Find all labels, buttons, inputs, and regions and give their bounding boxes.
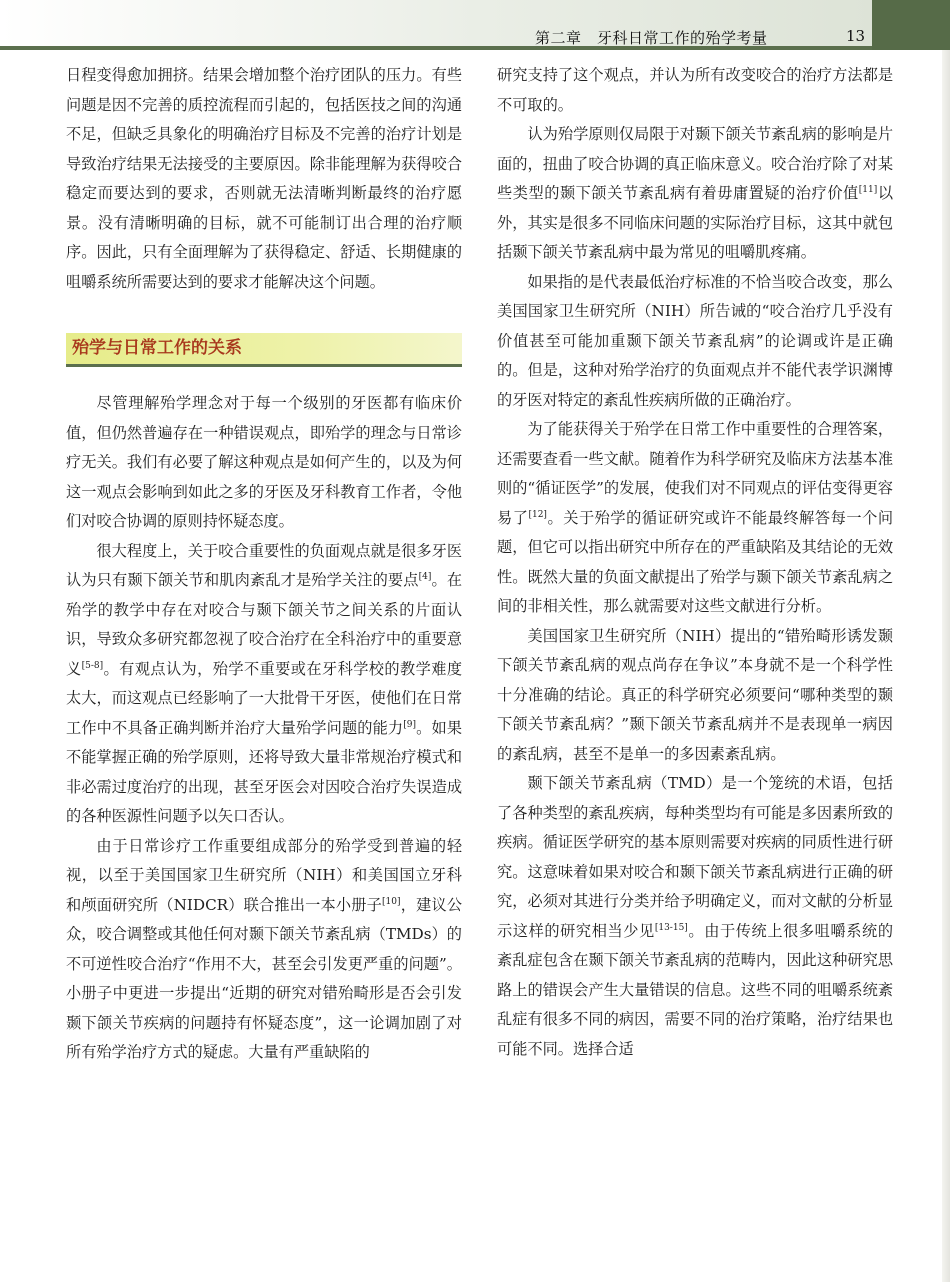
page-number: 13 — [846, 27, 866, 45]
page-header — [0, 0, 872, 50]
page-edge — [942, 50, 950, 1282]
citation: [12] — [528, 509, 547, 520]
paragraph: 如果指的是代表最低治疗标准的不恰当咬合改变，那么美国国家卫生研究所（NIH）所告诫的“咬合治疗几乎没有价值甚至可能加重颞下颌关节紊乱病”的论调或许是正确的。但是，这种对殆学治疗的负面观点并不能代表学识渊博的牙医对特定的紊乱性疾病所做的正确治疗。 — [497, 272, 893, 409]
running-header-chapter: 第二章 牙科日常工作的殆学考量 — [535, 29, 768, 47]
text-run: 。关于殆学的循证研究或许不能最终解答每一个问题，但它可以指出研究中所存在的严重缺陷及其结论的无效性。既然大量的负面文献提出了殆学与颞下颌关节紊乱病之间的非相关性，那么就需要对这些文献进行分析。 — [497, 508, 894, 615]
text-run: ，建议公众，咬合调整或其他任何对颞下颌关节紊乱病（TMDs）的不可逆性咬合治疗“作用不大，甚至会引发更严重的问题”。小册子中更进一步提出“近期的研究对错殆畸形是否会引发颞下颌关节疾病的问题持有怀疑态度”，这一论调加剧了对所有殆学治疗方式的疑虑。大量有严重缺陷的 — [66, 895, 463, 1061]
text-run: 。在殆学的教学中存在对咬合与颞下颌关节之间关系的片面认识，导致众多研究都忽视了咬合治疗在全科治疗中的重要意义 — [66, 571, 463, 678]
citation: [9] — [403, 719, 417, 730]
citation: [10] — [382, 896, 401, 907]
paragraph — [66, 832, 462, 1068]
paragraph: 美国国家卫生研究所（NIH）提出的“错殆畸形诱发颞下颌关节紊乱病的观点尚存在争议”本身就不是一个科学性十分准确的结论。真正的科学研究必须要问“哪种类型的颞下颌关节紊乱病？”颞下颌关节紊乱病并不是表现单一病因的紊乱病，甚至不是单一的多因素紊乱病。 — [497, 626, 893, 763]
citation: [13-15] — [654, 922, 688, 933]
paragraph: 尽管理解殆学理念对于每一个级别的牙医都有临床价值，但仍然普遍存在一种错误观点，即殆学的理念与日常诊疗无关。我们有必要了解这种观点是如何产生的，以及为何这一观点会影响到如此之多的牙医及牙科教育工作者，令他们对咬合协调的原则持怀疑态度。 — [66, 394, 462, 530]
text-run: 以外，其实是很多不同临床问题的实际治疗目标，这其中就包括颞下颌关节紊乱病中最为常见的咀嚼肌疼痛。 — [497, 184, 894, 261]
paragraph — [497, 769, 893, 1064]
text-run: 。如果不能掌握正确的殆学原则，还将导致大量非常规治疗模式和非必需过度治疗的出现，甚至牙医会对因咬合治疗失误造成的各种医源性问题予以矢口否认。 — [66, 718, 463, 825]
paragraph — [66, 537, 462, 832]
paragraph — [497, 415, 893, 622]
citation: [4] — [418, 572, 432, 582]
left-column — [66, 61, 462, 1068]
citation: [5-8] — [81, 660, 104, 671]
paragraph — [497, 120, 893, 268]
corner-tab — [872, 0, 950, 50]
text-run: 很大程度上，关于咬合重要性的负面观点就是很多牙医认为只有颞下颌关节和肌肉紊乱才是殆学关注的要点 — [66, 541, 462, 589]
citation: [11] — [858, 185, 878, 195]
text-run: 颞下颌关节紊乱病（TMD）是一个笼统的术语，包括了各种类型的紊乱疾病，每种类型均有可能是多因素所致的疾病。循证医学研究的基本原则需要对疾病的同质性进行研究。这意味着如果对咬合和颞下颌关节紊乱病进行正确的研究，必须对其进行分类并给予明确定义，而对文献的分析显示这样的研究相当少见 — [497, 774, 893, 940]
text-run: 认为殆学原则仅局限于对颞下颌关节紊乱病的影响是片面的，扭曲了咬合协调的真正临床意义。咬合治疗除了对某些类型的颞下颌关节紊乱病有着毋庸置疑的治疗价值 — [497, 125, 893, 202]
text-run: 。由于传统上很多咀嚼系统的紊乱症包含在颞下颌关节紊乱病的范畴内，因此这种研究思路上的错误会产生大量错误的信息。这些不同的咀嚼系统紊乱症有很多不同的病因，需要不同的治疗策略，治疗结果也可能不同。选择合适 — [497, 921, 894, 1058]
text-run: 由于日常诊疗工作重要组成部分的殆学受到普遍的轻视，以至于美国国家卫生研究所（NIH）和美国国立牙科和颅面研究所（NIDCR）联合推出一本小册子 — [66, 836, 462, 914]
section-heading: 殆学与日常工作的关系 — [66, 333, 462, 367]
paragraph: 日程变得愈加拥挤。结果会增加整个治疗团队的压力。有些问题是因不完善的质控流程而引起的，包括医技之间的沟通不足，但缺乏具象化的明确治疗目标及不完善的治疗计划是导致治疗结果无法接受的主要原因。除非能理解为获得咬合稳定而要达到的要求，否则就无法清晰判断最终的治疗愿景。没有清晰明确的目标，就不可能制订出合理的治疗顺序。因此，只有全面理解为了获得稳定、舒适、长期健康的咀嚼系统所需要达到的要求才能解决这个问题。 — [66, 66, 462, 291]
text-run: 为了能获得关于殆学在日常工作中重要性的合理答案，还需要查看一些文献。随着作为科学研究及临床方法基本准则的“循证医学”的发展，使我们对不同观点的评估变得更容易了 — [497, 420, 893, 527]
text-run: 。有观点认为，殆学不重要或在牙科学校的教学难度太大，而这观点已经影响了一大批骨干牙医，使他们在日常工作中不具备正确判断并治疗大量殆学问题的能力 — [66, 659, 463, 737]
right-column — [497, 61, 893, 1064]
paragraph: 研究支持了这个观点，并认为所有改变咬合的治疗方法都是不可取的。 — [497, 66, 893, 114]
